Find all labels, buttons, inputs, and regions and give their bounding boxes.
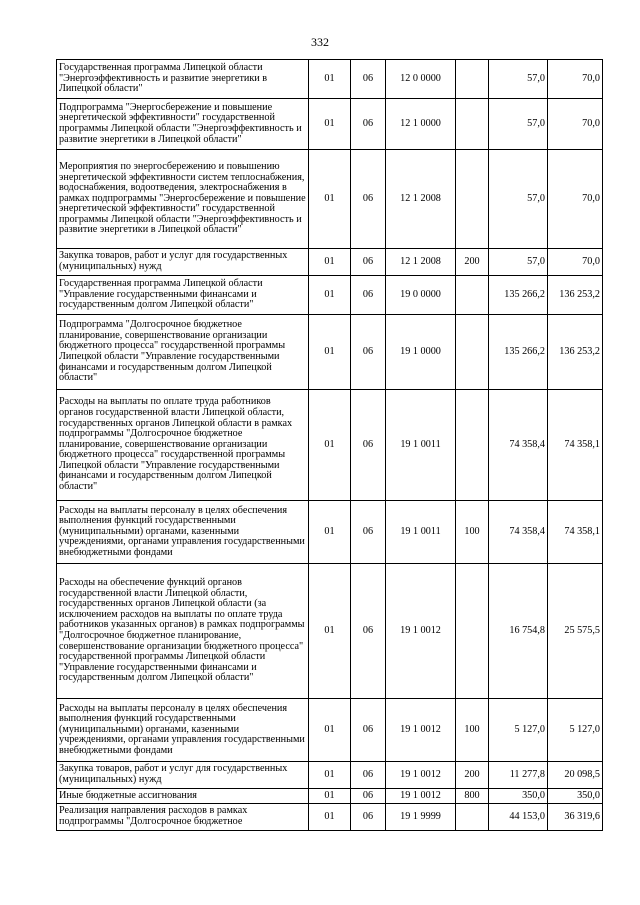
row-vr bbox=[456, 390, 489, 501]
row-name: Подпрограмма "Долгосрочное бюджетное планирование, совершенствование организации бюджетного процесса" государственной программы Липецкой области "Управление государственными финансами и государственным долгом Липецкой области" bbox=[57, 315, 309, 390]
row-razdel: 01 bbox=[309, 699, 351, 762]
row-sum-2: 70,0 bbox=[548, 60, 603, 99]
row-name: Иные бюджетные ассигнования bbox=[57, 789, 309, 804]
row-sum-1: 350,0 bbox=[489, 789, 548, 804]
row-csr: 19 1 0011 bbox=[386, 390, 456, 501]
row-podrazdel: 06 bbox=[351, 804, 386, 831]
row-podrazdel: 06 bbox=[351, 789, 386, 804]
row-sum-2: 5 127,0 bbox=[548, 699, 603, 762]
row-vr bbox=[456, 99, 489, 150]
row-csr: 19 1 0012 bbox=[386, 762, 456, 789]
row-razdel: 01 bbox=[309, 564, 351, 699]
row-razdel: 01 bbox=[309, 804, 351, 831]
row-sum-1: 57,0 bbox=[489, 99, 548, 150]
row-razdel: 01 bbox=[309, 150, 351, 249]
row-name: Закупка товаров, работ и услуг для государственных (муниципальных) нужд bbox=[57, 249, 309, 276]
row-razdel: 01 bbox=[309, 99, 351, 150]
row-podrazdel: 06 bbox=[351, 60, 386, 99]
row-vr bbox=[456, 804, 489, 831]
row-razdel: 01 bbox=[309, 249, 351, 276]
row-sum-2: 74 358,1 bbox=[548, 501, 603, 564]
table-row bbox=[57, 99, 603, 150]
row-vr bbox=[456, 564, 489, 699]
row-sum-2: 70,0 bbox=[548, 150, 603, 249]
table-row bbox=[57, 762, 603, 789]
page-number: 332 bbox=[311, 35, 329, 49]
row-vr bbox=[456, 60, 489, 99]
row-sum-1: 44 153,0 bbox=[489, 804, 548, 831]
row-csr: 12 1 0000 bbox=[386, 99, 456, 150]
row-name: Мероприятия по энергосбережению и повышению энергетической эффективности систем теплоснабжения, водоснабжения, водоотведения, электроснабжения в рамках подпрограммы "Энергосбережение и повышение энергетической эффективности" государственной программы Липецкой области "Энергоэффективность и развитие энергетики в Липецкой области" bbox=[57, 150, 309, 249]
row-name: Расходы на выплаты персоналу в целях обеспечения выполнения функций государственными (муниципальными) органами, казенными учреждениями, органами управления государственными внебюджетными фондами bbox=[57, 501, 309, 564]
row-sum-1: 135 266,2 bbox=[489, 276, 548, 315]
row-sum-1: 57,0 bbox=[489, 249, 548, 276]
row-csr: 12 0 0000 bbox=[386, 60, 456, 99]
row-vr: 200 bbox=[456, 249, 489, 276]
row-sum-2: 70,0 bbox=[548, 99, 603, 150]
row-sum-2: 136 253,2 bbox=[548, 276, 603, 315]
row-podrazdel: 06 bbox=[351, 99, 386, 150]
row-razdel: 01 bbox=[309, 276, 351, 315]
row-csr: 19 1 0012 bbox=[386, 699, 456, 762]
row-razdel: 01 bbox=[309, 315, 351, 390]
budget-table bbox=[56, 59, 603, 831]
row-sum-1: 74 358,4 bbox=[489, 501, 548, 564]
row-razdel: 01 bbox=[309, 789, 351, 804]
row-csr: 19 1 0012 bbox=[386, 564, 456, 699]
row-csr: 12 1 2008 bbox=[386, 249, 456, 276]
row-vr bbox=[456, 150, 489, 249]
table-row bbox=[57, 60, 603, 99]
row-sum-1: 57,0 bbox=[489, 60, 548, 99]
table-row bbox=[57, 150, 603, 249]
row-csr: 19 1 0012 bbox=[386, 789, 456, 804]
row-sum-2: 25 575,5 bbox=[548, 564, 603, 699]
row-name: Реализация направления расходов в рамках подпрограммы "Долгосрочное бюджетное bbox=[57, 804, 309, 831]
row-csr: 19 1 0011 bbox=[386, 501, 456, 564]
row-csr: 19 1 0000 bbox=[386, 315, 456, 390]
row-sum-2: 136 253,2 bbox=[548, 315, 603, 390]
row-vr: 100 bbox=[456, 699, 489, 762]
row-csr: 12 1 2008 bbox=[386, 150, 456, 249]
row-sum-1: 135 266,2 bbox=[489, 315, 548, 390]
row-podrazdel: 06 bbox=[351, 390, 386, 501]
row-razdel: 01 bbox=[309, 60, 351, 99]
table-row bbox=[57, 390, 603, 501]
row-sum-1: 74 358,4 bbox=[489, 390, 548, 501]
table-row bbox=[57, 501, 603, 564]
row-csr: 19 0 0000 bbox=[386, 276, 456, 315]
row-razdel: 01 bbox=[309, 762, 351, 789]
row-podrazdel: 06 bbox=[351, 564, 386, 699]
row-podrazdel: 06 bbox=[351, 315, 386, 390]
row-sum-1: 16 754,8 bbox=[489, 564, 548, 699]
row-podrazdel: 06 bbox=[351, 249, 386, 276]
row-podrazdel: 06 bbox=[351, 762, 386, 789]
table-row bbox=[57, 276, 603, 315]
table-row bbox=[57, 699, 603, 762]
row-razdel: 01 bbox=[309, 390, 351, 501]
row-name: Закупка товаров, работ и услуг для государственных (муниципальных) нужд bbox=[57, 762, 309, 789]
row-sum-1: 11 277,8 bbox=[489, 762, 548, 789]
row-podrazdel: 06 bbox=[351, 276, 386, 315]
row-vr bbox=[456, 315, 489, 390]
row-sum-2: 70,0 bbox=[548, 249, 603, 276]
row-sum-2: 74 358,1 bbox=[548, 390, 603, 501]
row-name: Государственная программа Липецкой области "Управление государственными финансами и государственным долгом Липецкой области" bbox=[57, 276, 309, 315]
row-sum-2: 20 098,5 bbox=[548, 762, 603, 789]
row-name: Подпрограмма "Энергосбережение и повышение энергетической эффективности" государственной программы Липецкой области "Энергоэффективность и развитие энергетики в Липецкой области" bbox=[57, 99, 309, 150]
row-name: Расходы на выплаты персоналу в целях обеспечения выполнения функций государственными (муниципальными) органами, казенными учреждениями, органами управления государственными внебюджетными фондами bbox=[57, 699, 309, 762]
row-podrazdel: 06 bbox=[351, 699, 386, 762]
row-podrazdel: 06 bbox=[351, 150, 386, 249]
row-sum-2: 350,0 bbox=[548, 789, 603, 804]
table-row bbox=[57, 789, 603, 804]
table-row bbox=[57, 249, 603, 276]
row-name: Государственная программа Липецкой области "Энергоэффективность и развитие энергетики в Липецкой области" bbox=[57, 60, 309, 99]
row-sum-1: 5 127,0 bbox=[489, 699, 548, 762]
table-row bbox=[57, 564, 603, 699]
row-vr bbox=[456, 276, 489, 315]
row-sum-2: 36 319,6 bbox=[548, 804, 603, 831]
row-vr: 200 bbox=[456, 762, 489, 789]
row-podrazdel: 06 bbox=[351, 501, 386, 564]
table-row bbox=[57, 804, 603, 831]
row-vr: 800 bbox=[456, 789, 489, 804]
row-csr: 19 1 9999 bbox=[386, 804, 456, 831]
row-vr: 100 bbox=[456, 501, 489, 564]
row-sum-1: 57,0 bbox=[489, 150, 548, 249]
row-razdel: 01 bbox=[309, 501, 351, 564]
table-row bbox=[57, 315, 603, 390]
row-name: Расходы на обеспечение функций органов государственной власти Липецкой области, государственных органов Липецкой области (за исключением расходов на выплаты по оплате труда работников указанных органов) в рамках подпрограммы "Долгосрочное бюджетное планирование, совершенствование организации бюджетного процесса" государственной программы Липецкой области "Управление государственными финансами и государственным долгом Липецкой области" bbox=[57, 564, 309, 699]
row-name: Расходы на выплаты по оплате труда работников органов государственной власти Липецкой области, государственных органов Липецкой области в рамках подпрограммы "Долгосрочное бюджетное планирование, совершенствование организации бюджетного процесса" государственной программы Липецкой области "Управление государственными финансами и государственным долгом Липецкой области" bbox=[57, 390, 309, 501]
